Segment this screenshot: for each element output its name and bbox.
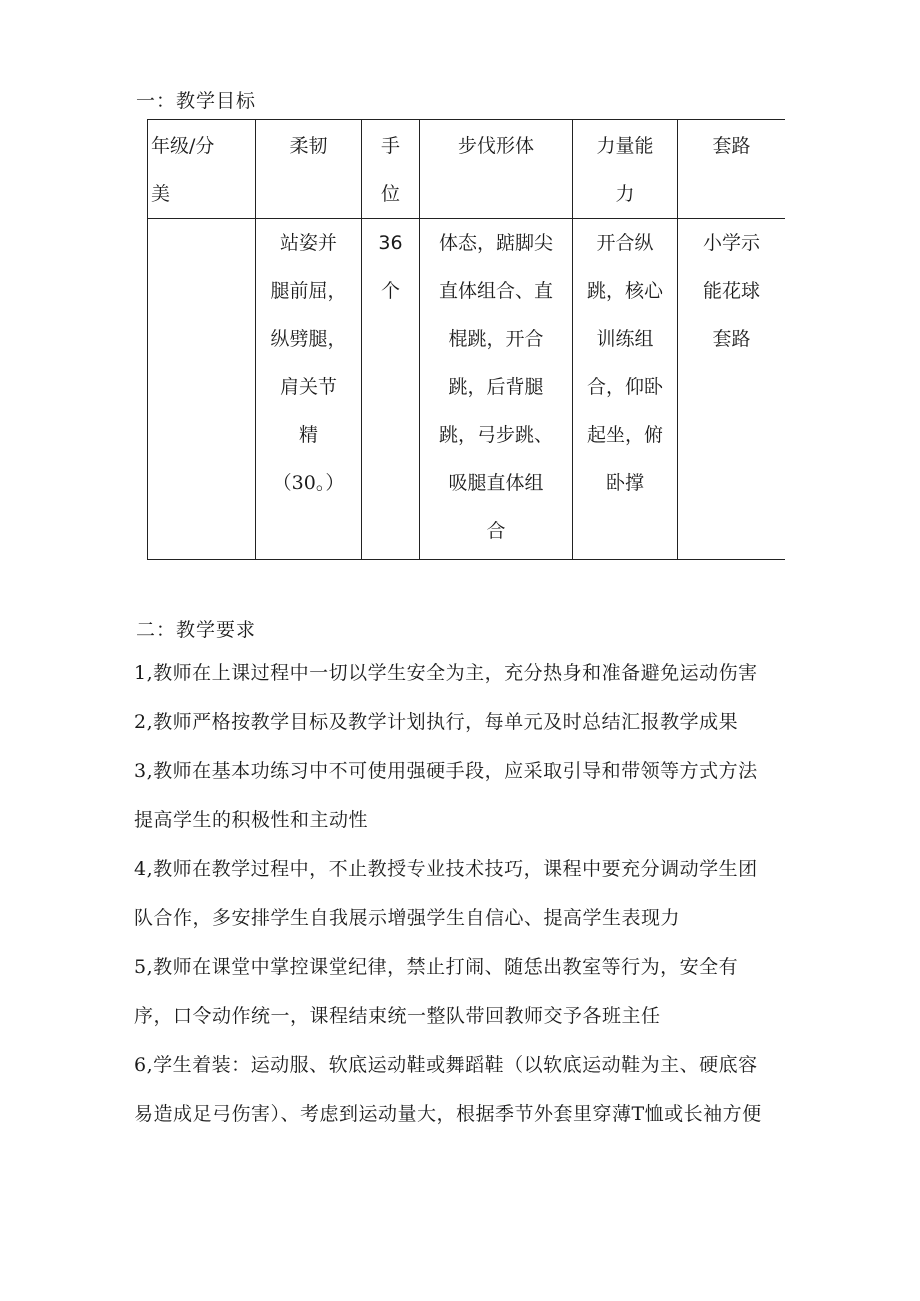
table-header-row xyxy=(148,120,786,219)
cell-strength: 开合纵 跳，核心 训练组 合，仰卧 起坐，俯 卧撑 xyxy=(573,219,678,560)
table-row xyxy=(148,219,786,560)
cell-flexibility: 站姿并 腿前屈， 纵劈腿， 肩关节 精 （30。） xyxy=(256,219,362,560)
cell-footwork: 体态，踮脚尖 直体组合、直 棍跳，开合 跳，后背腿 跳，弓步跳、 吸腿直体组 合 xyxy=(420,219,573,560)
cell-routine: 小学示 能花球 套路 xyxy=(678,219,786,560)
requirement-line: 序，口令动作统一，课程结束统一整队带回教师交予各班主任 xyxy=(134,1005,661,1027)
cell-grade xyxy=(148,219,256,560)
header-routine: 套路 xyxy=(678,120,786,219)
requirement-line: 4,教师在教学过程中，不止教授专业技术技巧，课程中要充分调动学生团 xyxy=(134,858,758,880)
requirement-line: 3,教师在基本功练习中不可使用强硬手段，应采取引导和带领等方式方法 xyxy=(134,760,758,782)
requirement-line: 队合作，多安排学生自我展示增强学生自信心、提高学生表现力 xyxy=(134,907,681,929)
requirement-line: 1,教师在上课过程中一切以学生安全为主，充分热身和准备避免运动伤害 xyxy=(134,662,758,684)
requirements-list xyxy=(134,649,814,1139)
header-footwork: 步伐形体 xyxy=(420,120,573,219)
header-grade: 年级/分 美 xyxy=(148,120,256,219)
requirement-line: 提高学生的积极性和主动性 xyxy=(134,809,369,831)
requirement-line: 5,教师在课堂中掌控课堂纪律，禁止打闹、随恁出教室等行为，安全有 xyxy=(134,956,739,978)
section-title-requirements: 二：教学要求 xyxy=(136,619,257,641)
requirement-line: 6,学生着装：运动服、软底运动鞋或舞蹈鞋（以软底运动鞋为主、硬底容 xyxy=(134,1054,758,1076)
section-title-goals: 一：教学目标 xyxy=(136,90,257,112)
header-strength: 力量能 力 xyxy=(573,120,678,219)
teaching-goals-table xyxy=(147,119,785,560)
header-hand-position: 手 位 xyxy=(362,120,420,219)
requirement-line: 易造成足弓伤害）、考虑到运动量大，根据季节外套里穿薄T恤或长袖方便 xyxy=(134,1103,762,1125)
requirement-line: 2,教师严格按教学目标及教学计划执行，每单元及时总结汇报教学成果 xyxy=(134,711,739,733)
cell-hand-position: 36 个 xyxy=(362,219,420,560)
header-flexibility: 柔韧 xyxy=(256,120,362,219)
